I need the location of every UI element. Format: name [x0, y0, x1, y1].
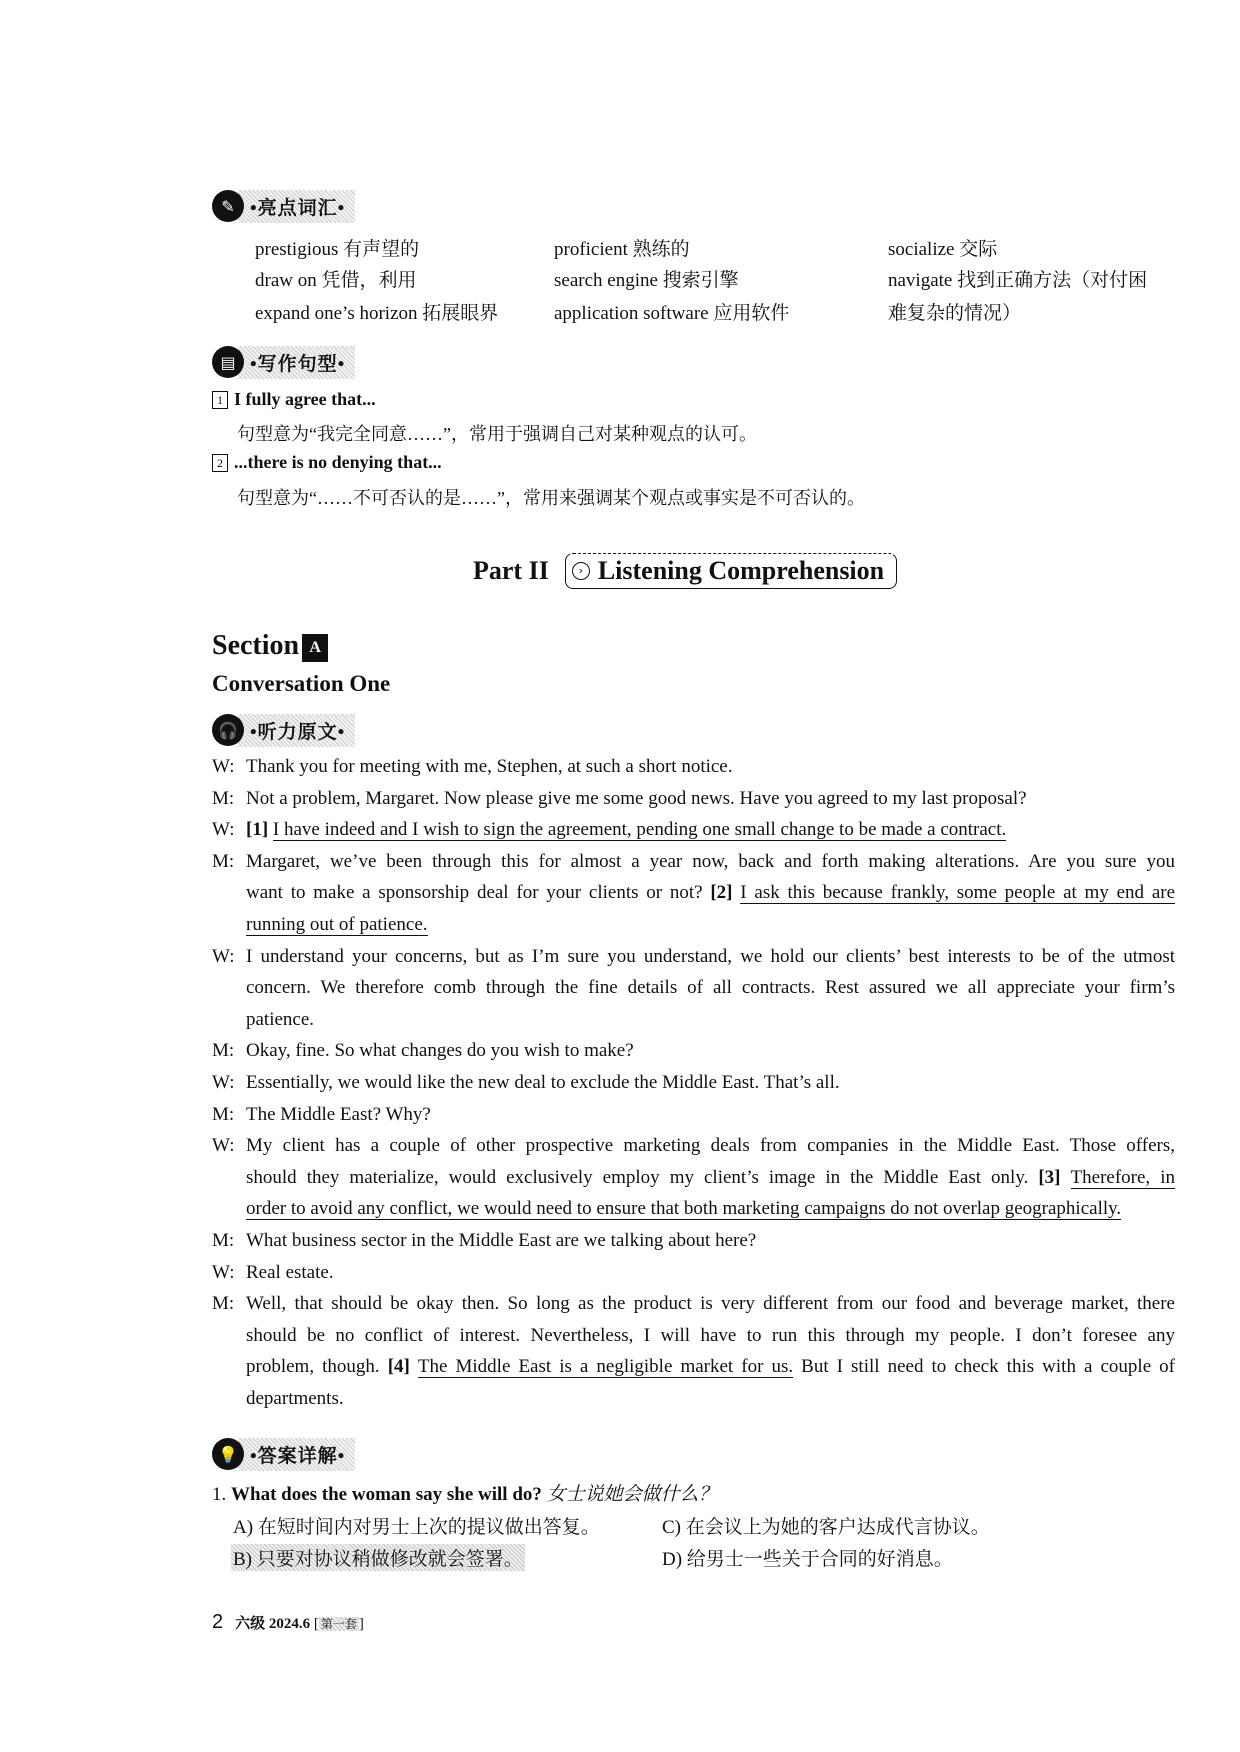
option-c: C) 在会议上为她的客户达成代言协议。 — [662, 1517, 990, 1538]
vocab-item: application software 应用软件 — [554, 303, 790, 324]
dialog-line — [246, 1355, 1175, 1379]
dialog-line — [246, 787, 1175, 811]
dialog-line — [246, 1261, 1175, 1285]
question-text-zh: 女士说她会做什么？ — [546, 1484, 718, 1505]
speaker-label: M: — [212, 1103, 235, 1125]
vocab-item: proficient 熟练的 — [554, 239, 690, 260]
transcript-section-header — [212, 713, 355, 747]
option-a: A) 在短时间内对男士上次的提议做出答复。 — [233, 1517, 600, 1538]
dialog-text: should be no conflict of interest. Nevertheless, I will have to run this through my people. I don’t foresee any — [246, 1324, 1175, 1346]
part-heading — [473, 553, 897, 589]
dialog-text: Essentially, we would like the new deal to exclude the Middle East. That’s all. — [246, 1072, 840, 1093]
section-title: •听力原文• — [238, 714, 355, 747]
dialog-text: Okay, fine. So what changes do you wish to make? — [246, 1040, 634, 1062]
speaker-label: W: — [212, 1261, 235, 1283]
key-marker: [2] — [710, 882, 741, 904]
pattern-2 — [212, 452, 442, 473]
vocab-section-header — [212, 189, 355, 223]
vocab-item: navigate 找到正确方法（对付困 — [888, 270, 1148, 291]
number-box: 1 — [212, 391, 228, 409]
dialog-line — [246, 1039, 1175, 1063]
dialog-line — [246, 881, 1175, 905]
key-sentence: I have indeed and I wish to sign the agreement, pending one small change to be made a contract. — [272, 819, 1007, 841]
document-icon: ▤ — [212, 346, 244, 378]
footer-set: 第一套 — [320, 1617, 357, 1631]
dialog-line — [246, 818, 1175, 842]
dialog-line — [246, 850, 1175, 874]
dialog-line — [246, 1387, 1175, 1411]
dialog-text: departments. — [246, 1388, 344, 1409]
dialog-line — [246, 1229, 1175, 1253]
key-sentence: I ask this because frankly, some people at my end are — [740, 882, 1176, 904]
chevron-right-icon: › — [572, 562, 590, 580]
answer-section-header — [212, 1437, 355, 1471]
key-sentence: The Middle East is a negligible market for us. — [417, 1356, 794, 1378]
section-heading — [212, 630, 328, 662]
option-b-correct: B) 只要对协议稍做修改就会签署。 — [231, 1544, 525, 1571]
vocab-item: prestigious 有声望的 — [255, 239, 420, 260]
part-title-box — [565, 553, 897, 589]
writing-section-header — [212, 345, 355, 379]
key-marker: [1] — [246, 819, 273, 841]
dialog-line — [246, 1008, 1175, 1032]
dialog-line — [246, 1103, 1175, 1127]
question-text-en: What does the woman say she will do? — [231, 1484, 542, 1505]
lightbulb-icon: 💡 — [212, 1438, 244, 1470]
section-title: •亮点词汇• — [238, 190, 355, 223]
pattern-text: I fully agree that... — [234, 389, 376, 409]
dialog-line — [246, 945, 1175, 969]
dialog-text: Real estate. — [246, 1261, 334, 1283]
section-letter-badge: A — [302, 634, 328, 662]
dialog-line — [246, 1134, 1175, 1158]
key-sentence: running out of patience. — [246, 914, 428, 935]
page-number: 2 — [212, 1611, 224, 1633]
speaker-label: W: — [212, 756, 235, 777]
pattern-1 — [212, 389, 376, 410]
part-title: Listening Comprehension — [597, 556, 885, 585]
dialog-text: Well, that should be okay then. So long as the product is very different from our food and beverage market, there — [246, 1293, 1175, 1315]
speaker-label: W: — [212, 819, 235, 841]
option-d: D) 给男士一些关于合同的好消息。 — [662, 1549, 953, 1570]
speaker-label: M: — [212, 787, 235, 809]
vocab-item: expand one’s horizon 拓展眼界 — [255, 303, 499, 324]
key-sentence: Therefore, in — [1070, 1166, 1175, 1188]
question-number: 1. — [212, 1484, 227, 1505]
vocab-item: 难复杂的情况） — [888, 303, 1022, 324]
vocab-item: search engine 搜索引擎 — [554, 270, 739, 291]
speaker-label: W: — [212, 1072, 235, 1093]
dialog-line — [246, 1292, 1175, 1316]
footer-label: 六级 2024.6 — [235, 1616, 311, 1632]
dialog-line — [246, 1197, 1175, 1221]
part-label: Part II — [473, 556, 549, 585]
key-marker: [3] — [1038, 1166, 1071, 1188]
number-box: 2 — [212, 454, 228, 472]
speaker-label: M: — [212, 850, 235, 872]
dialog-line — [246, 1071, 1175, 1095]
dialog-text: Margaret, we’ve been through this for almost a year now, back and forth making alterations. Are you sure you — [246, 850, 1175, 872]
pattern-explanation: 句型意为“……不可否认的是……”，常用来强调某个观点或事实是不可否认的。 — [237, 488, 865, 508]
dialog-text: should they materialize, would exclusively employ my client’s image in the Middle East only. — [246, 1166, 1039, 1188]
dialog-text: want to make a sponsorship deal for your clients or not? — [246, 882, 711, 904]
dialog-text: But I still need to check this with a couple of — [793, 1356, 1176, 1378]
dialog-text: I understand your concerns, but as I’m sure you understand, we hold our clients’ best interests to be of the utmost — [246, 945, 1175, 967]
dialog-text: Thank you for meeting with me, Stephen, at such a short notice. — [246, 756, 733, 777]
speaker-label: M: — [212, 1293, 235, 1315]
speaker-label: W: — [212, 1135, 235, 1157]
pattern-explanation: 句型意为“我完全同意……”，常用于强调自己对某种观点的认可。 — [237, 424, 757, 444]
speaker-label: W: — [212, 945, 235, 967]
dialog-line — [246, 1324, 1175, 1348]
question-1 — [212, 1479, 718, 1506]
dialog-text: My client has a couple of other prospective marketing deals from companies in the Middle East. Those offers, — [246, 1135, 1175, 1157]
dialog-text: concern. We therefore comb through the fine details of all contracts. Rest assured we all appreciate your firm’s — [246, 977, 1175, 999]
section-label: Section — [212, 630, 300, 661]
dialog-line — [246, 755, 1175, 779]
dialog-text: Not a problem, Margaret. Now please give me some good news. Have you agreed to my last proposal? — [246, 787, 1027, 809]
pattern-text: ...there is no denying that... — [234, 452, 442, 472]
dialog-line — [246, 1166, 1175, 1190]
conversation-title: Conversation One — [212, 671, 391, 696]
vocab-item: socialize 交际 — [888, 239, 998, 260]
dialog-text: What business sector in the Middle East are we talking about here? — [246, 1230, 757, 1251]
vocab-item: draw on 凭借，利用 — [255, 270, 417, 291]
dialog-line — [246, 913, 1175, 937]
dialog-text: patience. — [246, 1008, 315, 1030]
key-marker: [4] — [387, 1356, 418, 1378]
edit-icon: ✎ — [212, 190, 244, 222]
key-sentence: order to avoid any conflict, we would need to ensure that both marketing campaigns do not overlap geographically. — [246, 1198, 1122, 1220]
section-title: •答案详解• — [238, 1438, 355, 1471]
speaker-label: M: — [212, 1230, 235, 1251]
speaker-label: M: — [212, 1040, 235, 1062]
section-title: •写作句型• — [238, 346, 355, 379]
dialog-line — [246, 976, 1175, 1000]
dialog-text: problem, though. — [246, 1356, 388, 1378]
headphones-icon: 🎧 — [212, 714, 244, 746]
page-footer: 2 六级 2024.6 [ 第一套 ] — [212, 1611, 364, 1633]
dialog-text: The Middle East? Why? — [246, 1103, 431, 1125]
